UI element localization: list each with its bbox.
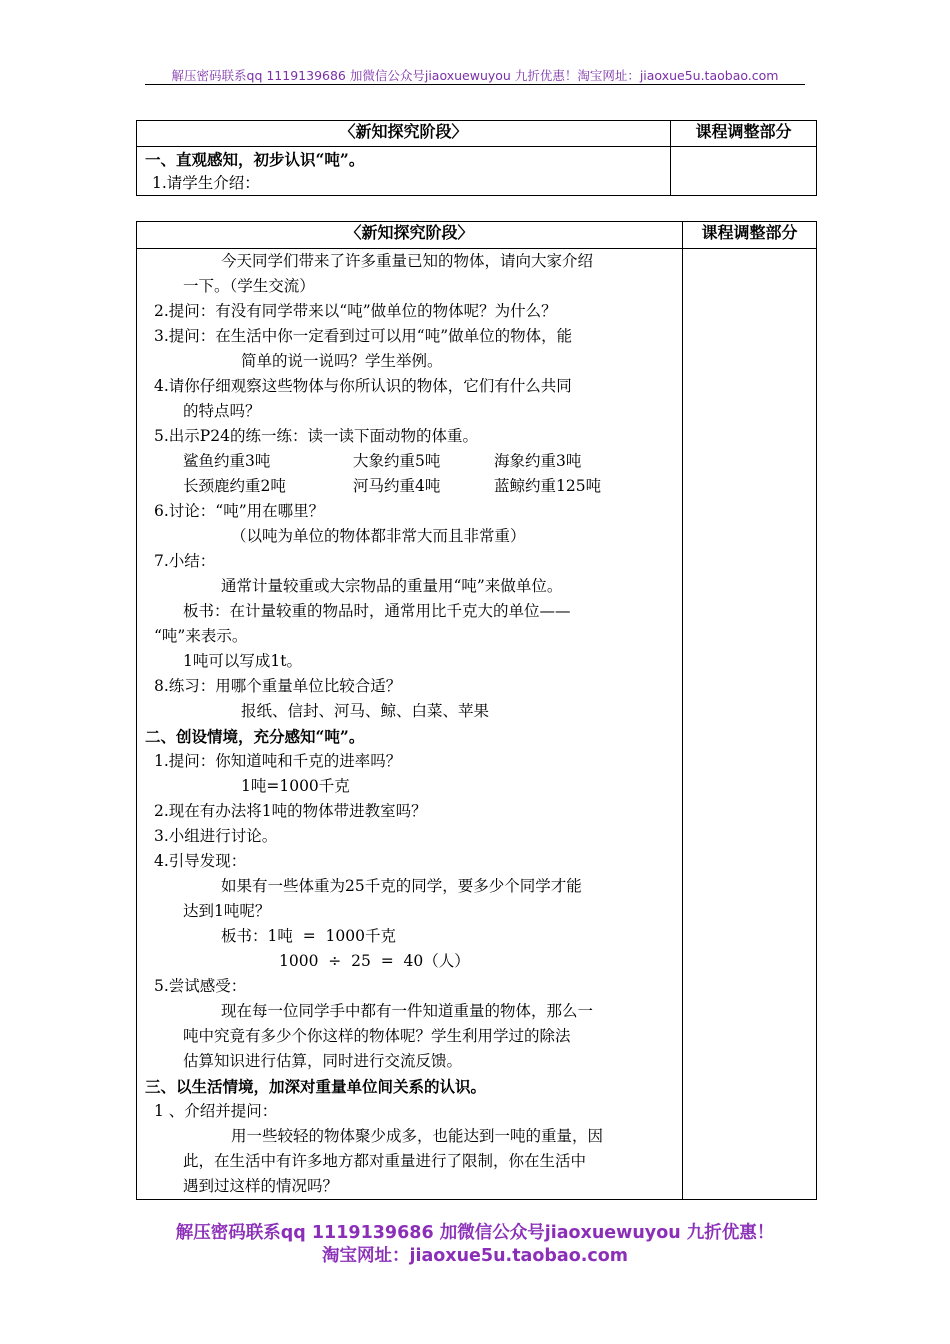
content-line: “吨”来表示。 <box>154 627 248 645</box>
animal-weights-row-1 <box>137 449 682 474</box>
content-line: 达到1吨呢？ <box>183 902 271 920</box>
top-banner-rule <box>145 84 805 85</box>
top-banner-text: 解压密码联系qq 1119139686 加微信公众号jiaoxuewuyou 九折优惠！淘宝网址：jiaoxue5u.taobao.com <box>171 68 779 83</box>
table1-line: 1.请学生介绍： <box>152 174 260 192</box>
content-line: 通常计量较重或大宗物品的重量用“吨”来做单位。 <box>221 577 563 595</box>
content-line: 今天同学们带来了许多重量已知的物体，请向大家介绍 <box>221 252 594 270</box>
content-line: 5.尝试感受： <box>154 977 247 995</box>
content-line: 报纸、信封、河马、鲸、白菜、苹果 <box>241 702 490 720</box>
content-line: 1 、介绍并提问： <box>154 1102 278 1120</box>
animal-weight-shark: 鲨鱼约重3吨 <box>183 452 271 470</box>
content-line: 如果有一些体重为25千克的同学，要多少个同学才能 <box>221 877 582 895</box>
table2-col-stage-header: 〈新知探究阶段〉 <box>137 222 683 249</box>
content-line: 6.讨论：“吨”用在哪里？ <box>154 502 325 520</box>
table1-col-adjust-header: 课程调整部分 <box>671 121 817 147</box>
content-line: 2.现在有办法将1吨的物体带进教室吗？ <box>154 802 427 820</box>
content-line: 1000 ÷ 25 = 40（人） <box>279 952 470 970</box>
animal-weight-blue-whale: 蓝鲸约重125吨 <box>494 477 602 495</box>
content-line: 此，在生活中有许多地方都对重量进行了限制，你在生活中 <box>183 1152 587 1170</box>
content-line: 3.小组进行讨论。 <box>154 827 278 845</box>
content-line: 2.提问：有没有同学带来以“吨”做单位的物体呢？为什么？ <box>154 302 557 320</box>
section-two-heading: 二、创设情境，充分感知“吨”。 <box>145 727 365 746</box>
content-line: （以吨为单位的物体都非常大而且非常重） <box>231 527 526 545</box>
content-line: 估算知识进行估算，同时进行交流反馈。 <box>183 1052 463 1070</box>
table1-col-stage-header: 〈新知探究阶段〉 <box>137 121 671 147</box>
content-line: 的特点吗？ <box>183 402 261 420</box>
content-line: 遇到过这样的情况吗？ <box>183 1177 339 1195</box>
table1-adjust-cell <box>671 147 817 196</box>
content-line: 8.练习：用哪个重量单位比较合适？ <box>154 677 402 695</box>
footer-contact-line: 解压密码联系qq 1119139686 加微信公众号jiaoxuewuyou 九折优惠！ <box>175 1223 775 1243</box>
lesson-table-2 <box>136 221 817 1200</box>
content-line: 1吨可以写成1t。 <box>183 652 302 670</box>
content-line: 板书：1吨 = 1000千克 <box>221 927 397 945</box>
content-line: 1.提问：你知道吨和千克的进率吗？ <box>154 752 402 770</box>
content-line: 4.引导发现： <box>154 852 247 870</box>
animal-weight-elephant: 大象约重5吨 <box>353 452 441 470</box>
animal-weight-walrus: 海象约重3吨 <box>494 452 582 470</box>
content-line: 现在每一位同学手中都有一件知道重量的物体，那么一 <box>221 1002 594 1020</box>
table1-content-cell <box>137 147 671 196</box>
content-line: 板书：在计量较重的物品时，通常用比千克大的单位—— <box>183 602 571 620</box>
content-line: 7.小结： <box>154 552 216 570</box>
content-line: 3.提问：在生活中你一定看到过可以用“吨”做单位的物体，能 <box>154 327 573 345</box>
content-line: 简单的说一说吗？学生举例。 <box>241 352 443 370</box>
lesson-table-1 <box>136 120 817 196</box>
footer-shop-line: 淘宝网址：jiaoxue5u.taobao.com <box>321 1246 629 1266</box>
content-line: 1吨=1000千克 <box>241 777 350 795</box>
content-line: 一下。（学生交流） <box>183 277 315 295</box>
table2-col-adjust-header: 课程调整部分 <box>683 222 817 249</box>
animal-weights-row-2 <box>137 474 682 499</box>
animal-weight-giraffe: 长颈鹿约重2吨 <box>183 477 286 495</box>
animal-weight-hippo: 河马约重4吨 <box>353 477 441 495</box>
section-three-heading: 三、以生活情境，加深对重量单位间关系的认识。 <box>145 1077 487 1096</box>
table2-adjust-cell <box>683 249 817 1200</box>
content-line: 4.请你仔细观察这些物体与你所认识的物体，它们有什么共同 <box>154 377 572 395</box>
content-line: 吨中究竟有多少个你这样的物体呢？学生利用学过的除法 <box>183 1027 571 1045</box>
table2-content-cell <box>137 249 683 1200</box>
content-line: 用一些较轻的物体聚少成多，也能达到一吨的重量，因 <box>231 1127 604 1145</box>
section-one-heading: 一、直观感知，初步认识“吨”。 <box>145 150 365 169</box>
content-line: 5.出示P24的练一练：读一读下面动物的体重。 <box>154 427 478 445</box>
